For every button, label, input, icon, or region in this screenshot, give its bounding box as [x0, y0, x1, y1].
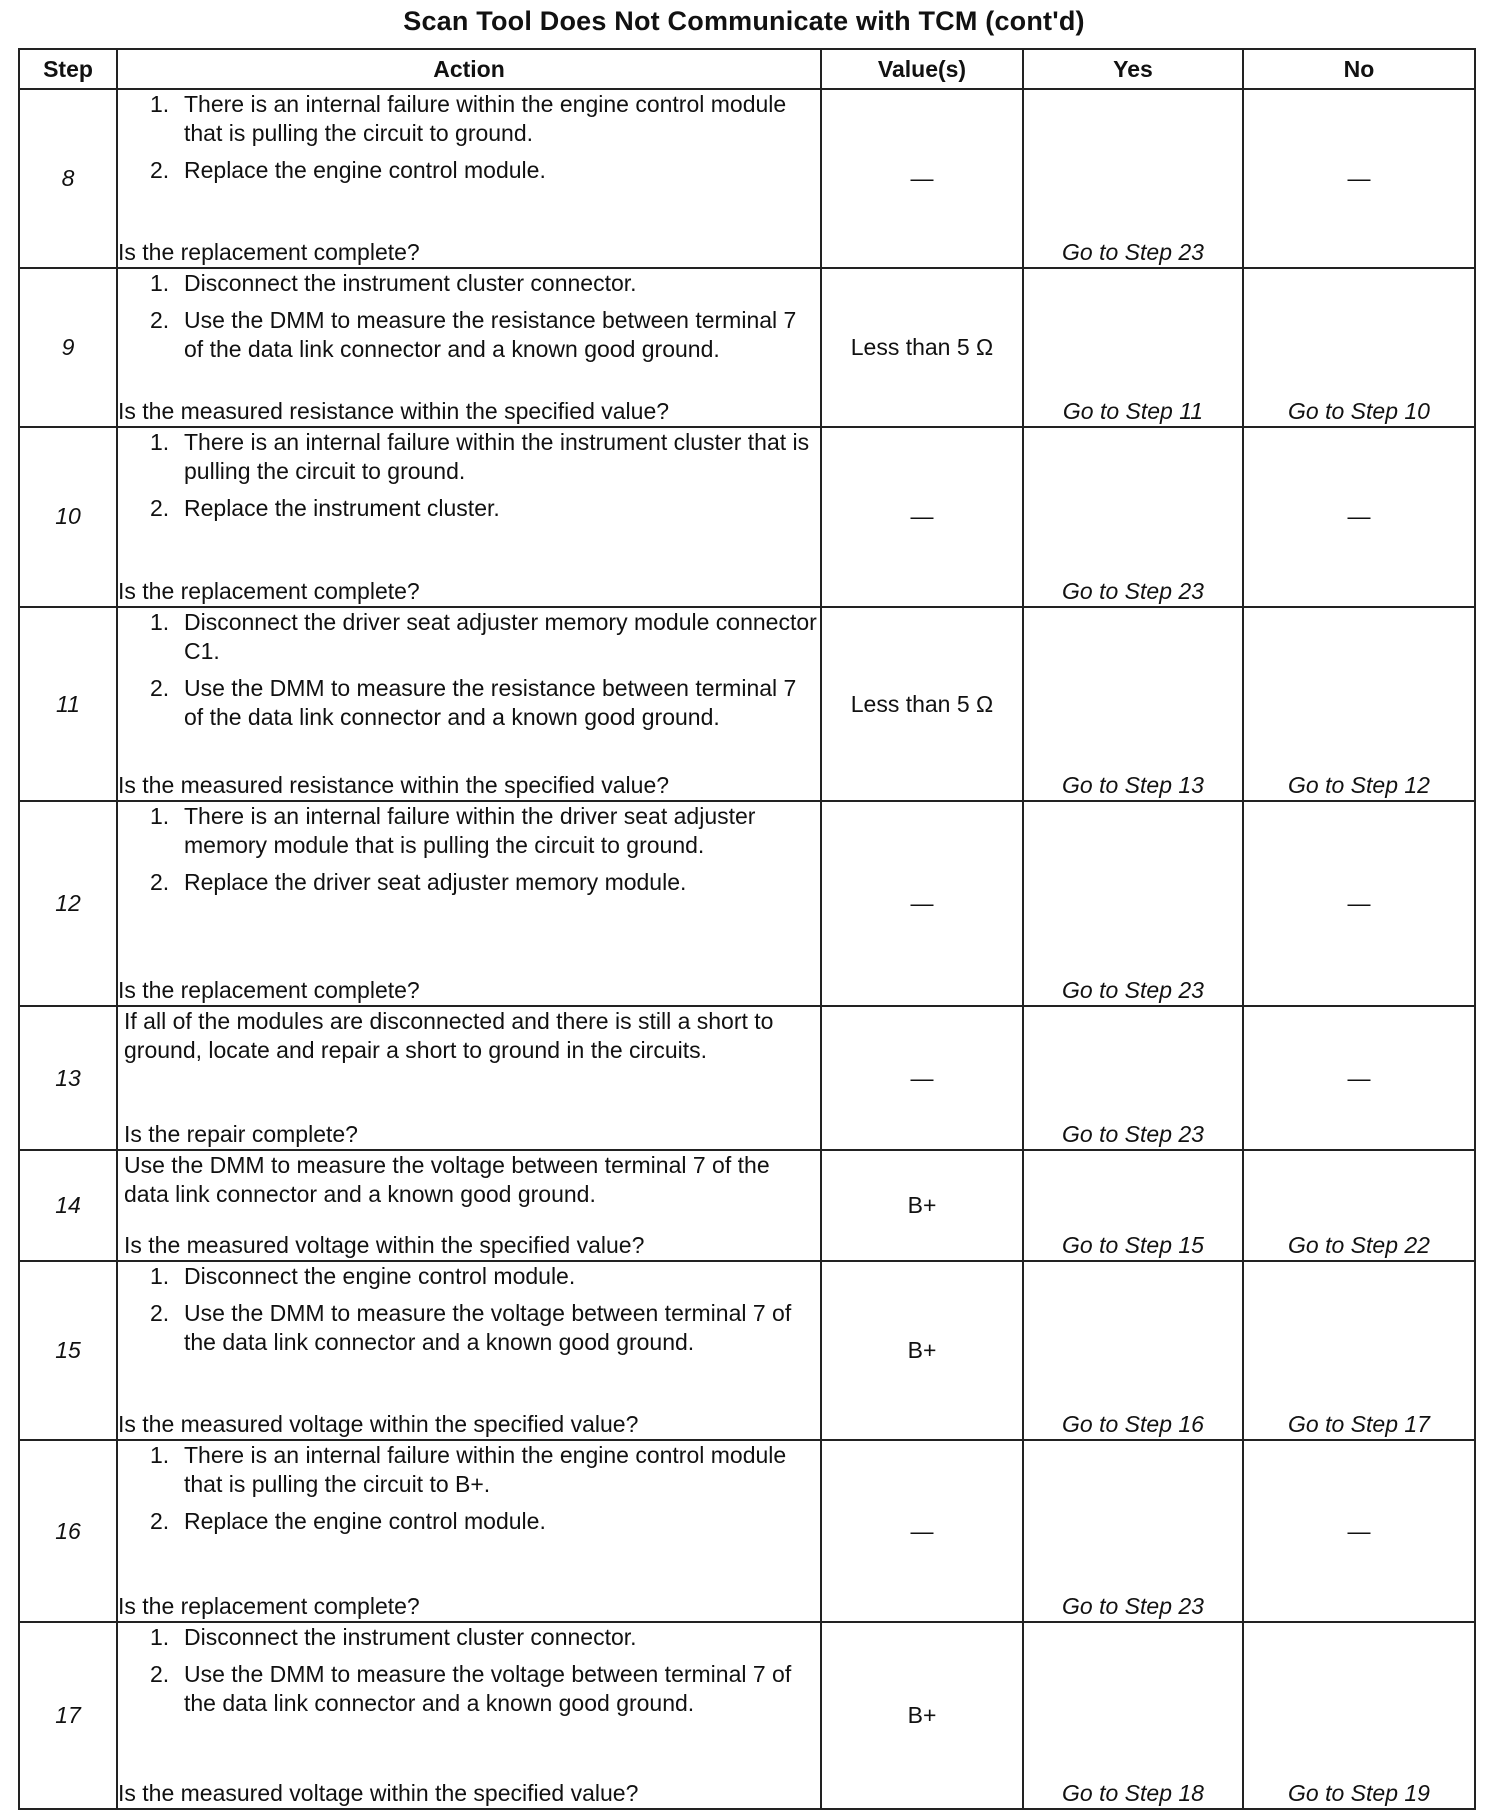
- yes-cell: Go to Step 18: [1023, 1622, 1243, 1809]
- action-cell: [117, 427, 821, 606]
- action-cell: [117, 1261, 821, 1440]
- step-item-number: 2.: [150, 495, 170, 522]
- action-question: Is the replacement complete?: [118, 977, 420, 1004]
- action-step: [150, 1441, 820, 1499]
- action-step: [150, 674, 820, 732]
- step-item-number: 1.: [150, 608, 170, 635]
- action-step: [150, 1262, 820, 1291]
- action-step: [150, 306, 820, 364]
- table-row: [19, 1622, 1475, 1809]
- value-cell: —: [821, 89, 1023, 268]
- step-item-text: Disconnect the engine control module.: [184, 1262, 576, 1289]
- column-header-action: Action: [117, 49, 821, 89]
- action-question: Is the replacement complete?: [118, 1593, 420, 1620]
- step-item-text: There is an internal failure within the engine control module that is pulling the circuit to ground.: [184, 91, 787, 146]
- step-item-text: There is an internal failure within the driver seat adjuster memory module that is pulling the circuit to ground.: [184, 803, 756, 859]
- step-number: 12: [19, 801, 117, 1006]
- action-question: Is the replacement complete?: [118, 239, 420, 266]
- action-steps: [118, 428, 820, 531]
- step-item-text: There is an internal failure within the engine control module that is pulling the circuit to B+.: [184, 1441, 787, 1497]
- action-cell: [117, 89, 821, 268]
- diagnostic-table: [18, 48, 1476, 1810]
- action-cell: [117, 1150, 821, 1261]
- step-number: 16: [19, 1440, 117, 1622]
- action-step: [150, 494, 820, 523]
- step-item-text: There is an internal failure within the instrument cluster that is pulling the circuit to ground.: [184, 429, 810, 485]
- action-step: [150, 90, 820, 148]
- step-number: 15: [19, 1261, 117, 1440]
- yes-cell: Go to Step 13: [1023, 607, 1243, 802]
- table-row: [19, 1006, 1475, 1150]
- no-cell: —: [1243, 89, 1475, 268]
- table-row: [19, 801, 1475, 1006]
- action-steps: [118, 802, 820, 905]
- no-cell: Go to Step 17: [1243, 1261, 1475, 1440]
- action-step: [150, 1299, 820, 1357]
- action-steps: [118, 1441, 820, 1544]
- yes-cell: Go to Step 23: [1023, 1440, 1243, 1622]
- action-steps: [118, 608, 820, 740]
- step-item-number: 1.: [150, 270, 170, 297]
- yes-cell: Go to Step 15: [1023, 1150, 1243, 1261]
- step-item-text: Use the DMM to measure the voltage between terminal 7 of the data link connector and a known good ground.: [184, 1661, 792, 1717]
- value-cell: Less than 5 Ω: [821, 607, 1023, 802]
- action-question: Is the replacement complete?: [118, 577, 420, 604]
- value-cell: B+: [821, 1261, 1023, 1440]
- action-step: [150, 269, 820, 298]
- action-step: [150, 868, 820, 897]
- step-item-number: 1.: [150, 1441, 170, 1468]
- action-steps: [118, 1623, 820, 1726]
- yes-cell: Go to Step 11: [1023, 268, 1243, 427]
- yes-cell: Go to Step 23: [1023, 89, 1243, 268]
- step-number: 17: [19, 1622, 117, 1809]
- step-item-number: 1.: [150, 1624, 170, 1651]
- column-header-yes: Yes: [1023, 49, 1243, 89]
- table-row: [19, 1150, 1475, 1261]
- step-item-text: Replace the instrument cluster.: [184, 495, 500, 522]
- yes-cell: Go to Step 16: [1023, 1261, 1243, 1440]
- action-step: [150, 1623, 820, 1652]
- action-cell: [117, 607, 821, 802]
- table-row: [19, 607, 1475, 802]
- step-item-number: 2.: [150, 307, 170, 334]
- action-question: Is the measured voltage within the specified value?: [124, 1231, 645, 1258]
- step-number: 14: [19, 1150, 117, 1261]
- step-item-number: 2.: [150, 157, 170, 183]
- step-item-number: 1.: [150, 1262, 170, 1289]
- action-question: Is the measured resistance within the specified value?: [118, 398, 670, 425]
- header-row: [19, 49, 1475, 89]
- yes-cell: Go to Step 23: [1023, 801, 1243, 1006]
- step-item-number: 1.: [150, 91, 170, 117]
- action-steps: [118, 1262, 820, 1365]
- action-cell: [117, 1006, 821, 1150]
- step-item-text: Disconnect the driver seat adjuster memory module connector C1.: [184, 608, 817, 664]
- action-step: [150, 1660, 820, 1718]
- action-cell: [117, 1622, 821, 1809]
- step-item-text: Disconnect the instrument cluster connector.: [184, 1624, 637, 1651]
- action-step: [150, 156, 820, 185]
- step-item-text: Replace the driver seat adjuster memory module.: [184, 869, 687, 896]
- column-header-values: Value(s): [821, 49, 1023, 89]
- no-cell: Go to Step 22: [1243, 1150, 1475, 1261]
- value-cell: B+: [821, 1150, 1023, 1261]
- step-item-text: Use the DMM to measure the voltage between terminal 7 of the data link connector and a known good ground.: [184, 1299, 792, 1355]
- table-row: [19, 1261, 1475, 1440]
- action-paragraph: Use the DMM to measure the voltage between terminal 7 of the data link connector and a known good ground.: [124, 1151, 770, 1207]
- step-item-number: 2.: [150, 1507, 170, 1534]
- step-item-text: Replace the engine control module.: [184, 1507, 546, 1534]
- no-cell: —: [1243, 1006, 1475, 1150]
- action-cell: [117, 1440, 821, 1622]
- step-number: 11: [19, 607, 117, 802]
- table-row: [19, 1440, 1475, 1622]
- step-item-number: 1.: [150, 429, 170, 456]
- action-step: [150, 1507, 820, 1536]
- step-number: 13: [19, 1006, 117, 1150]
- page-title: Scan Tool Does Not Communicate with TCM (cont'd): [403, 6, 1085, 36]
- value-cell: Less than 5 Ω: [821, 268, 1023, 427]
- step-item-number: 2.: [150, 869, 170, 896]
- value-cell: —: [821, 1006, 1023, 1150]
- step-item-text: Disconnect the instrument cluster connector.: [184, 270, 637, 297]
- value-cell: —: [821, 1440, 1023, 1622]
- table-row: [19, 268, 1475, 427]
- step-item-text: Replace the engine control module.: [184, 157, 546, 183]
- column-header-no: No: [1243, 49, 1475, 89]
- action-cell: [117, 268, 821, 427]
- yes-cell: Go to Step 23: [1023, 1006, 1243, 1150]
- action-paragraph: If all of the modules are disconnected and there is still a short to ground, locate and repair a short to ground in the circuits.: [124, 1008, 774, 1064]
- no-cell: Go to Step 19: [1243, 1622, 1475, 1809]
- action-cell: [117, 801, 821, 1006]
- table-row: [19, 427, 1475, 606]
- step-number: 8: [19, 89, 117, 268]
- action-question: Is the measured voltage within the specified value?: [118, 1410, 639, 1437]
- action-steps: [118, 90, 820, 193]
- value-cell: —: [821, 801, 1023, 1006]
- action-step: [150, 428, 820, 486]
- action-question: Is the measured resistance within the specified value?: [118, 772, 670, 799]
- no-cell: —: [1243, 427, 1475, 606]
- value-cell: —: [821, 427, 1023, 606]
- step-item-number: 2.: [150, 674, 170, 701]
- no-cell: —: [1243, 1440, 1475, 1622]
- step-item-number: 2.: [150, 1661, 170, 1688]
- no-cell: Go to Step 12: [1243, 607, 1475, 802]
- no-cell: Go to Step 10: [1243, 268, 1475, 427]
- step-number: 10: [19, 427, 117, 606]
- value-cell: B+: [821, 1622, 1023, 1809]
- step-item-text: Use the DMM to measure the resistance between terminal 7 of the data link connector and a known good ground.: [184, 307, 797, 363]
- step-number: 9: [19, 268, 117, 427]
- action-step: [150, 802, 820, 860]
- action-question: Is the measured voltage within the specified value?: [118, 1780, 639, 1806]
- no-cell: —: [1243, 801, 1475, 1006]
- action-steps: [118, 269, 820, 372]
- action-question: Is the repair complete?: [124, 1120, 358, 1147]
- step-item-number: 2.: [150, 1299, 170, 1326]
- column-header-step: Step: [19, 49, 117, 89]
- action-step: [150, 608, 820, 666]
- yes-cell: Go to Step 23: [1023, 427, 1243, 606]
- table-row: [19, 89, 1475, 268]
- step-item-number: 1.: [150, 803, 170, 830]
- step-item-text: Use the DMM to measure the resistance between terminal 7 of the data link connector and a known good ground.: [184, 674, 797, 730]
